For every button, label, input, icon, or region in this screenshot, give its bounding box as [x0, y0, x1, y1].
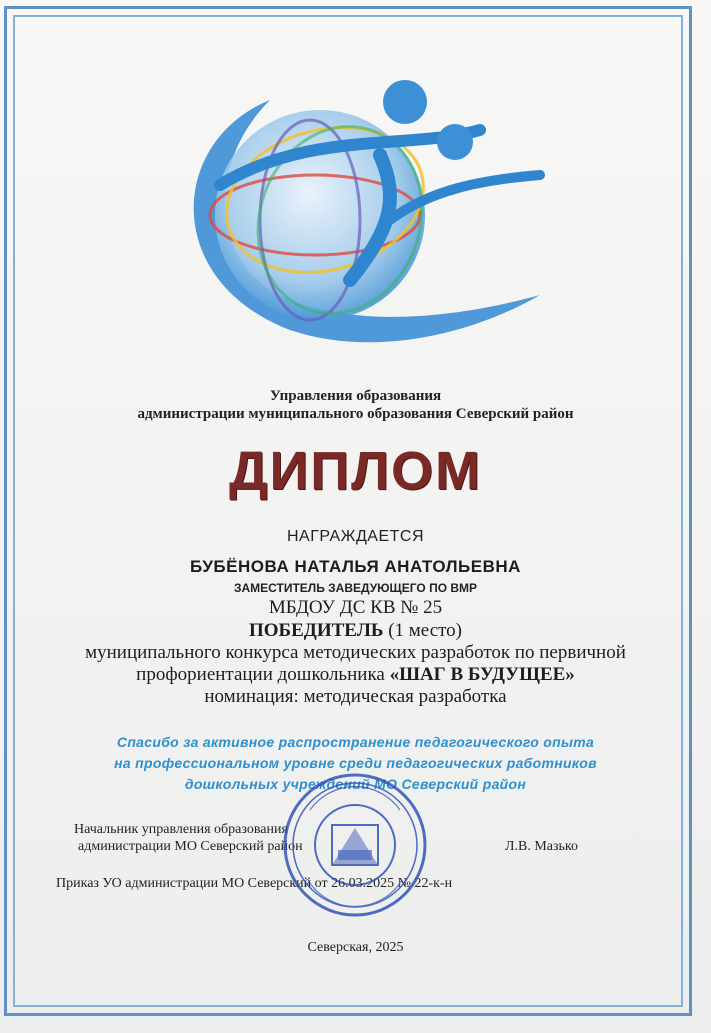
awarded-label: НАГРАЖДАЕТСЯ — [287, 528, 424, 545]
recipient-school: МБДОУ ДС КВ № 25 — [268, 597, 443, 618]
signatory-name: Л.В. Мазько — [505, 839, 579, 854]
place-and-year: Северская, 2025 — [307, 940, 404, 955]
official-stamp-icon — [280, 770, 430, 920]
contest-name: «ШАГ В БУДУЩЕЕ» — [389, 664, 575, 685]
award-place: (1 место) — [388, 620, 463, 641]
order-reference: Приказ УО администрации МО Северский от 26.03.2025 № 22-к-н — [56, 876, 453, 891]
diploma-title: ДИПЛОМ — [229, 441, 482, 501]
contest-line-1: муниципального конкурса методических разработок по первичной — [85, 642, 626, 663]
globe-logo — [150, 70, 570, 360]
contest-line-2-prefix: профориентации дошкольника — [136, 664, 385, 685]
org-line-1: Управления образования — [269, 388, 442, 404]
thanks-line-3: дошкольных учреждений МО Северский район — [184, 776, 527, 792]
nomination: номинация: методическая разработка — [204, 686, 507, 707]
thanks-line-1: Спасибо за активное распространение педагогического опыта — [116, 734, 595, 750]
recipient-position: ЗАМЕСТИТЕЛЬ ЗАВЕДУЮЩЕГО ПО ВМР — [233, 581, 478, 595]
contest-line-2 — [0, 664, 711, 686]
award-result — [0, 620, 711, 642]
thanks-line-2: на профессиональном уровне среди педагогических работников — [114, 755, 597, 771]
signatory-title-1: Начальник управления образования — [74, 822, 288, 837]
recipient-name: БУБЁНОВА НАТАЛЬЯ АНАТОЛЬЕВНА — [190, 557, 521, 576]
signatory-title-2: администрации МО Северский район — [78, 839, 303, 854]
award-result-title: ПОБЕДИТЕЛЬ — [248, 620, 384, 641]
org-line-2: администрации муниципального образования Северский район — [137, 406, 574, 422]
